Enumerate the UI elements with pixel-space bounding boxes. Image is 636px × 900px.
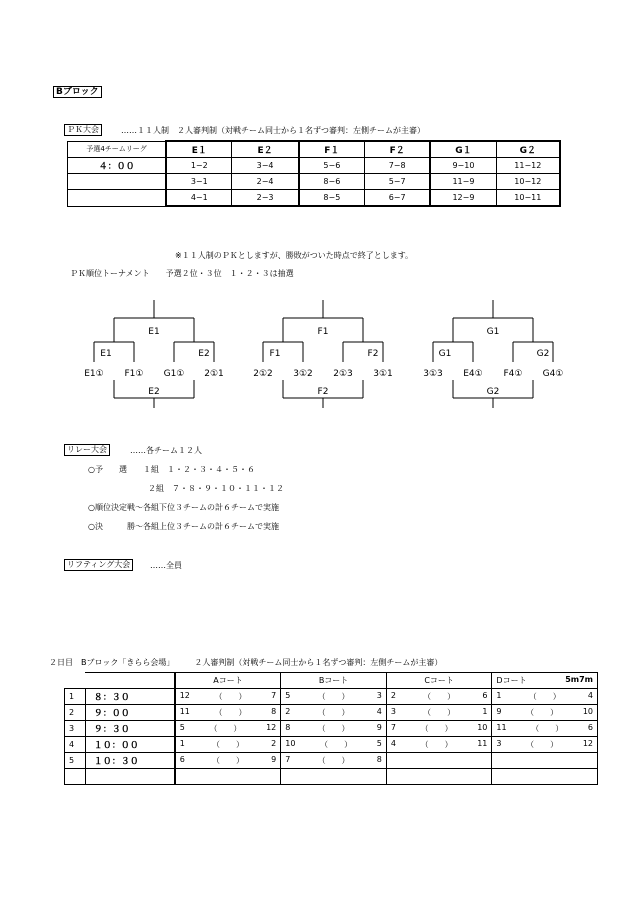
team-right: 3 [376, 691, 382, 700]
pk-description: ……１１人制 ２人審判制（対戦チーム同士から１名ずつ審判：左側チームが主審） [121, 126, 425, 135]
match-cell [386, 705, 492, 721]
blank-cell [175, 769, 281, 785]
team-left: 12 [179, 691, 190, 700]
bracket-bottom-label: E2 [148, 387, 160, 397]
league-label: 予選4チームリーグ [68, 141, 167, 158]
row-time: １０：３０ [85, 753, 175, 769]
group-header: E１ [166, 141, 232, 158]
score-paren: （ ） [317, 708, 350, 717]
score-paren: （ ） [420, 724, 453, 733]
court-header: Bコート [281, 673, 387, 689]
group-header: G１ [430, 141, 496, 158]
blank-cell [65, 769, 86, 785]
score-paren: （ ） [526, 708, 559, 717]
bracket-leaf-label: F1① [124, 369, 144, 379]
score-paren: （ ） [320, 740, 353, 749]
match-cell [281, 721, 387, 737]
match-cell: 4−1 [166, 190, 232, 207]
relay-description: ……各チーム１２人 [130, 446, 202, 455]
bracket-e [84, 300, 224, 408]
team-left: 6 [179, 755, 185, 764]
blank-cell [65, 673, 86, 689]
group-header: F１ [299, 141, 365, 158]
pk-schedule-table [67, 140, 561, 207]
bracket-leaf-label: G1① [163, 369, 185, 379]
team-left: 3 [390, 707, 396, 716]
match-cell [492, 689, 598, 705]
match-cell [281, 737, 387, 753]
team-right: 11 [477, 739, 488, 748]
bracket-right-label: F2 [367, 349, 379, 359]
bracket-leaf-label: 3①1 [373, 369, 393, 379]
blank-cell [85, 769, 175, 785]
bracket-left-label: G1 [438, 349, 452, 359]
team-right: 9 [376, 723, 382, 732]
match-cell [492, 705, 598, 721]
team-right: 12 [582, 739, 593, 748]
team-right: 12 [266, 723, 277, 732]
schedule-row [65, 721, 598, 737]
match-cell: 10−12 [496, 174, 560, 190]
blank-cell [386, 769, 492, 785]
group-header: E２ [232, 141, 299, 158]
team-right: 10 [477, 723, 488, 732]
bracket-top-label: F1 [317, 327, 329, 337]
team-right: 10 [582, 707, 593, 716]
bracket-top-label: E1 [148, 327, 160, 337]
score-paren: （ ） [214, 708, 247, 717]
team-left: 1 [179, 739, 185, 748]
team-left: 8 [285, 723, 291, 732]
lifting-description: ……全員 [150, 561, 182, 570]
team-right: 6 [587, 723, 593, 732]
score-paren: （ ） [528, 692, 561, 701]
bracket-leaf-label: 3①2 [293, 369, 313, 379]
score-paren: （ ） [531, 724, 564, 733]
schedule-row [65, 689, 598, 705]
score-paren: （ ） [526, 740, 559, 749]
bracket-leaf-label: G4① [542, 369, 564, 379]
team-right: 5 [376, 739, 382, 748]
bracket-leaf-label: 2①3 [333, 369, 353, 379]
row-index: 2 [65, 705, 86, 721]
court-header [492, 673, 598, 689]
bracket-right-label: G2 [536, 349, 550, 359]
bracket-leaf-label: F4① [503, 369, 523, 379]
team-left: 7 [390, 723, 396, 732]
team-left: 10 [285, 739, 296, 748]
row-index: 4 [65, 737, 86, 753]
group-header: G２ [496, 141, 560, 158]
bracket-leaf-label: 3①3 [423, 369, 443, 379]
blank-cell [85, 673, 175, 689]
team-right: 7 [271, 691, 277, 700]
group-header: F２ [365, 141, 431, 158]
row-time: ８：３０ [85, 689, 175, 705]
court-d-label: Dコート [496, 676, 527, 685]
match-cell: 9−10 [430, 158, 496, 174]
pk-label: ＰＫ大会 [64, 124, 102, 136]
tournament-brackets [0, 290, 636, 410]
match-cell [386, 689, 492, 705]
score-paren: （ ） [423, 708, 456, 717]
blank-cell [68, 174, 167, 190]
court-d-extra: 5m7m [565, 675, 593, 684]
bracket-leaf-label: 2①1 [204, 369, 224, 379]
bracket-bottom-label: F2 [317, 387, 329, 397]
team-left: 5 [179, 723, 185, 732]
team-left: 11 [496, 723, 507, 732]
match-cell [281, 705, 387, 721]
empty-cell [492, 753, 598, 769]
bracket-leaf-label: 2①2 [253, 369, 273, 379]
match-cell: 8−6 [299, 174, 365, 190]
team-right: 4 [587, 691, 593, 700]
match-cell [492, 737, 598, 753]
empty-cell [386, 753, 492, 769]
match-cell: 3−4 [232, 158, 299, 174]
match-cell: 1−2 [166, 158, 232, 174]
team-right: 1 [482, 707, 488, 716]
score-paren: （ ） [423, 692, 456, 701]
match-cell: 5−7 [365, 174, 431, 190]
match-cell: 2−3 [232, 190, 299, 207]
relay-line: ○予 選 １組 １・２・３・４・５・６ [88, 465, 255, 474]
score-paren: （ ） [211, 756, 244, 765]
team-left: 11 [179, 707, 190, 716]
relay-line: ○決 勝～各組上位３チームの計６チームで実施 [88, 522, 279, 531]
pk-note: ※１１人制のＰＫとしますが、勝敗がついた時点で終了とします。 [175, 251, 414, 260]
match-cell [175, 721, 281, 737]
court-header: Aコート [175, 673, 281, 689]
schedule-row [65, 753, 598, 769]
row-time: ９：００ [85, 705, 175, 721]
team-left: 2 [285, 707, 291, 716]
relay-line: ２組 ７・８・９・１０・１１・１２ [148, 484, 284, 493]
court-header: Cコート [386, 673, 492, 689]
score-paren: （ ） [209, 724, 242, 733]
team-left: 5 [285, 691, 291, 700]
relay-line: ○順位決定戦～各組下位３チームの計６チームで実施 [88, 503, 279, 512]
bracket-bottom-label: G2 [486, 387, 500, 397]
day2-title: ２日目 Bブロック「きらら会場」 ２人審判制（対戦チーム同士から１名ずつ審判：左側チームが主審） [49, 658, 443, 667]
pk-time: ４：００ [68, 158, 167, 174]
team-right: 6 [482, 691, 488, 700]
team-left: 3 [496, 739, 502, 748]
team-left: 9 [496, 707, 502, 716]
blank-cell [281, 769, 387, 785]
match-cell: 11−12 [496, 158, 560, 174]
tournament-title: ＰＫ順位トーナメント 予選２位・３位 １・２・３は抽選 [70, 269, 294, 278]
row-time: ９：３０ [85, 721, 175, 737]
team-left: 7 [285, 755, 291, 764]
team-right: 8 [271, 707, 277, 716]
match-cell [281, 689, 387, 705]
bracket-left-label: E1 [100, 349, 112, 359]
team-left: 2 [390, 691, 396, 700]
bracket-right-label: E2 [198, 349, 210, 359]
score-paren: （ ） [317, 724, 350, 733]
match-cell: 5−6 [299, 158, 365, 174]
team-right: 2 [271, 739, 277, 748]
blank-row [65, 769, 598, 785]
schedule-row [65, 737, 598, 753]
relay-label: リレー大会 [64, 444, 110, 456]
team-right: 4 [376, 707, 382, 716]
team-right: 8 [376, 755, 382, 764]
score-paren: （ ） [420, 740, 453, 749]
match-cell: 12−9 [430, 190, 496, 207]
team-right: 9 [271, 755, 277, 764]
schedule-row [65, 705, 598, 721]
bracket-leaf-label: E1① [84, 369, 104, 379]
match-cell [175, 737, 281, 753]
score-paren: （ ） [317, 756, 350, 765]
match-cell [175, 753, 281, 769]
bracket-g [423, 300, 563, 408]
block-title: Bブロック [53, 86, 102, 98]
team-left: 1 [496, 691, 502, 700]
team-left: 4 [390, 739, 396, 748]
row-time: １０：００ [85, 737, 175, 753]
bracket-leaf-label: E4① [463, 369, 483, 379]
match-cell [175, 689, 281, 705]
match-cell [281, 753, 387, 769]
day2-schedule-table [64, 672, 598, 785]
blank-cell [492, 769, 598, 785]
row-index: 5 [65, 753, 86, 769]
lifting-label: リフティング大会 [64, 559, 133, 571]
score-paren: （ ） [214, 692, 247, 701]
blank-cell [68, 190, 167, 207]
match-cell [492, 721, 598, 737]
match-cell: 11−9 [430, 174, 496, 190]
match-cell: 8−5 [299, 190, 365, 207]
bracket-left-label: F1 [269, 349, 281, 359]
bracket-f [253, 300, 393, 408]
match-cell [386, 737, 492, 753]
match-cell [386, 721, 492, 737]
bracket-top-label: G1 [486, 327, 500, 337]
row-index: 1 [65, 689, 86, 705]
match-cell: 3−1 [166, 174, 232, 190]
match-cell: 7−8 [365, 158, 431, 174]
match-cell: 6−7 [365, 190, 431, 207]
score-paren: （ ） [211, 740, 244, 749]
match-cell [175, 705, 281, 721]
row-index: 3 [65, 721, 86, 737]
match-cell: 10−11 [496, 190, 560, 207]
score-paren: （ ） [317, 692, 350, 701]
match-cell: 2−4 [232, 174, 299, 190]
